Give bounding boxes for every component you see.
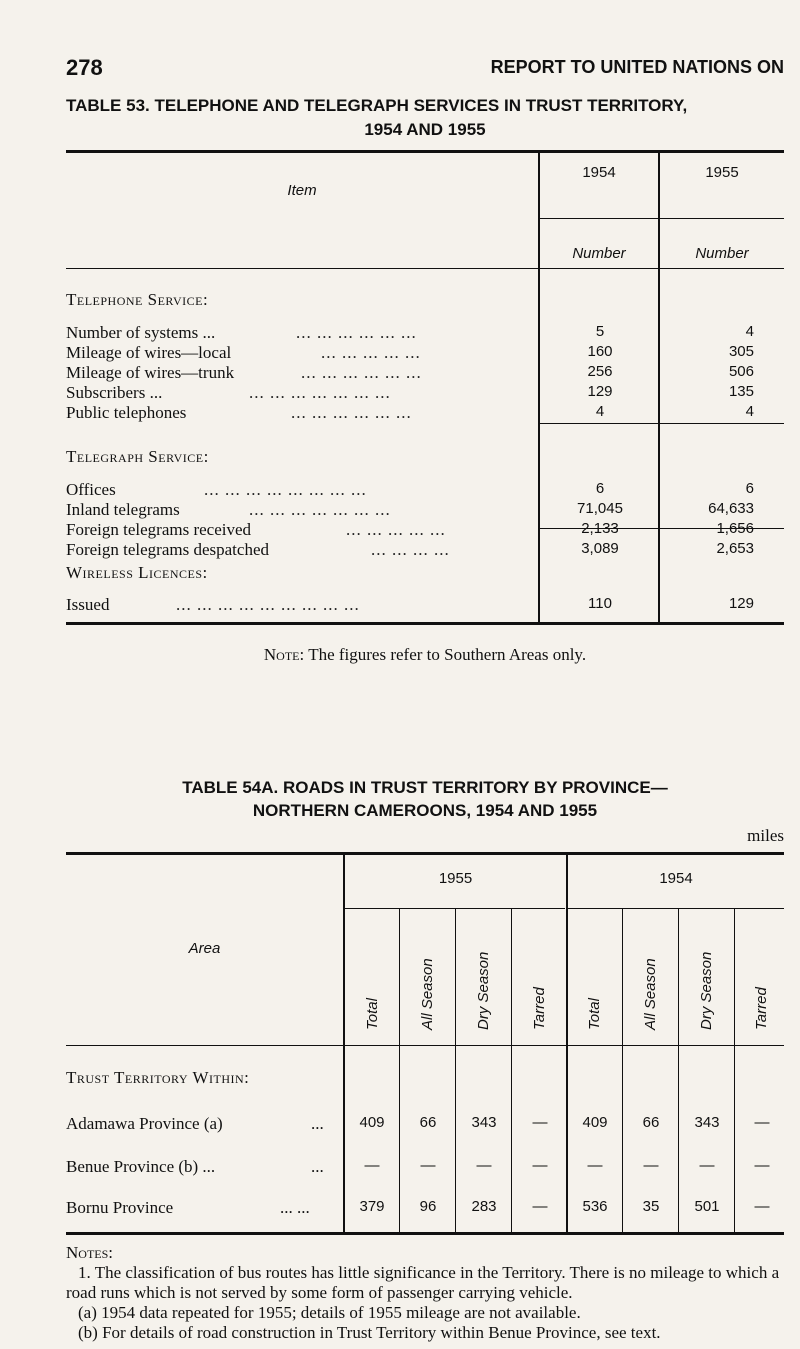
value-1954: 4 [595, 403, 605, 420]
table-54a-top-rule [66, 852, 784, 855]
table-row [66, 520, 784, 540]
cell-value: 96 [419, 1198, 437, 1215]
value-1954: 129 [587, 383, 613, 400]
subhead-tarred-1955: Tarred [531, 987, 548, 1030]
table-54a-head-area: Area [188, 940, 221, 957]
table-row [66, 363, 784, 383]
value-1955: 506 [728, 363, 754, 380]
cell-value: 66 [419, 1114, 437, 1131]
cell-value: — [420, 1157, 436, 1174]
value-1955: 135 [728, 383, 754, 400]
leader-dots: ... ... ... ... ... ... [301, 363, 422, 382]
table-54a-notes [66, 1243, 784, 1343]
table-53-bottom-rule [66, 622, 784, 625]
leader-dots: ... [311, 1157, 324, 1176]
row-label: Inland telegrams [66, 500, 180, 519]
subhead-dry-season-1955: Dry Season [475, 951, 492, 1030]
table-row [66, 1198, 784, 1220]
notes-title: Notes: [66, 1243, 113, 1262]
value-1955: 4 [745, 403, 754, 420]
table-row [66, 480, 784, 500]
row-label: Public telephones [66, 403, 187, 422]
subhead-dry-season-1954: Dry Season [698, 951, 715, 1030]
table-53-title-line2: 1954 AND 1955 [364, 120, 486, 139]
table-row [66, 383, 784, 403]
leader-dots: ... ... ... ... ... ... ... [249, 500, 391, 519]
cell-value: — [699, 1157, 715, 1174]
running-head: REPORT TO UNITED NATIONS ON [490, 57, 784, 77]
section-title: Telephone Service: [66, 290, 209, 309]
cell-value: — [476, 1157, 492, 1174]
cell-value: — [587, 1157, 603, 1174]
section-title: Trust Territory Within: [66, 1068, 250, 1087]
table-54a-title-line2: NORTHERN CAMEROONS, 1954 AND 1955 [252, 801, 598, 820]
table-54a-sub-rule-1955 [343, 908, 565, 909]
section-title: Wireless Licences: [66, 563, 208, 582]
cell-value: 35 [642, 1198, 660, 1215]
cell-value: 501 [694, 1198, 720, 1215]
value-1955: 305 [728, 343, 754, 360]
cell-value: — [754, 1157, 770, 1174]
leader-dots: ... ... ... ... [371, 540, 450, 559]
value-1955: 6 [745, 480, 754, 497]
value-1955: 1,656 [716, 520, 754, 537]
page-header [66, 55, 784, 85]
table-54a-title [66, 776, 784, 822]
value-1954: 3,089 [581, 540, 619, 557]
table-53-head-1955: 1955 [705, 164, 739, 181]
subhead-total-1954: Total [586, 998, 603, 1030]
table-54a-vline [511, 909, 512, 1233]
cell-value: — [532, 1198, 548, 1215]
row-label: Foreign telegrams received [66, 520, 252, 539]
table-54a-vline [455, 909, 456, 1233]
subhead-all-season-1954: All Season [642, 958, 659, 1030]
leader-dots: ... ... ... ... ... [346, 520, 446, 539]
value-1955: 2,653 [716, 540, 754, 557]
leader-dots: ... ... ... ... ... ... ... ... ... [176, 595, 360, 614]
row-label: Foreign telegrams despatched [66, 540, 269, 559]
cell-value: — [754, 1198, 770, 1215]
table-row [66, 343, 784, 363]
table-54a-vline [622, 909, 623, 1233]
note-item: (b) For details of road construction in Trust Territory within Benue Province, see text. [78, 1323, 661, 1342]
table-53-title [66, 94, 784, 142]
note-text: The figures refer to Southern Areas only. [308, 645, 587, 664]
leader-dots: ... ... [280, 1198, 310, 1217]
table-53-head-rule-sub [540, 218, 784, 219]
cell-value: 283 [471, 1198, 497, 1215]
subhead-tarred-1954: Tarred [753, 987, 770, 1030]
value-1955: 129 [728, 595, 754, 612]
table-53-note [66, 645, 784, 665]
table-54a-head-1954: 1954 [659, 870, 693, 887]
value-1954: 5 [595, 323, 605, 340]
leader-dots: ... ... ... ... ... ... ... [249, 383, 391, 402]
table-54a-sub-rule-1954 [567, 908, 784, 909]
cell-value: — [754, 1114, 770, 1131]
table-row [66, 500, 784, 520]
value-1954: 6 [595, 480, 605, 497]
value-1954: 160 [587, 343, 613, 360]
table-row [66, 595, 784, 615]
note-lead: Note: [263, 645, 305, 664]
cell-value: 379 [359, 1198, 385, 1215]
table-54a-bottom-rule [66, 1232, 784, 1235]
row-label: Adamawa Province (a) [66, 1114, 223, 1133]
section-title: Telegraph Service: [66, 447, 209, 466]
cell-value: — [364, 1157, 380, 1174]
value-1954: 110 [588, 595, 612, 612]
table-53-head-1954: 1954 [582, 164, 616, 181]
row-label: Number of systems ... [66, 323, 216, 342]
row-label: Offices [66, 480, 116, 499]
leader-dots: ... ... ... ... ... ... [296, 323, 417, 342]
cell-value: 409 [582, 1114, 608, 1131]
table-54a-vline [399, 909, 400, 1233]
cell-value: 66 [642, 1114, 660, 1131]
page-number: 278 [66, 55, 103, 80]
table-53-head-number-1955: Number [695, 245, 749, 262]
row-label: Mileage of wires—local [66, 343, 232, 362]
row-label: Subscribers ... [66, 383, 163, 402]
value-1954: 2,133 [581, 520, 619, 537]
value-1955: 4 [745, 323, 754, 340]
subhead-all-season-1955: All Season [419, 958, 436, 1030]
row-label: Bornu Province [66, 1198, 174, 1217]
cell-value: 343 [694, 1114, 720, 1131]
table-row [66, 1114, 784, 1136]
table-row [66, 403, 784, 423]
cell-value: 536 [582, 1198, 608, 1215]
row-label: Mileage of wires—trunk [66, 363, 235, 382]
table-53-head-rule-left [66, 268, 538, 269]
cell-value: 343 [471, 1114, 497, 1131]
subhead-total-1955: Total [364, 998, 381, 1030]
value-1954: 256 [587, 363, 613, 380]
leader-dots: ... ... ... ... ... ... [291, 403, 412, 422]
note-item: (a) 1954 data repeated for 1955; details of 1955 mileage are not available. [78, 1303, 581, 1322]
units-label: miles [747, 826, 784, 845]
leader-dots: ... ... ... ... ... ... ... ... [204, 480, 367, 499]
cell-value: — [532, 1114, 548, 1131]
table-53-title-line1: TABLE 53. TELEPHONE AND TELEGRAPH SERVICES IN TRUST TERRITORY, [66, 96, 688, 115]
leader-dots: ... [311, 1114, 324, 1133]
cell-value: — [532, 1157, 548, 1174]
table-53-head-rule-right [540, 268, 784, 269]
value-1955: 64,633 [708, 500, 754, 517]
cell-value: 409 [359, 1114, 385, 1131]
row-label: Issued [66, 595, 110, 614]
table-53-top-rule [66, 150, 784, 153]
value-1954: 71,045 [577, 500, 623, 517]
table-53-head-item: Item [287, 182, 317, 199]
cell-value: — [643, 1157, 659, 1174]
leader-dots: ... ... ... ... ... [321, 343, 421, 362]
table-54a-vline [678, 909, 679, 1233]
table-54a-title-line1: TABLE 54A. ROADS IN TRUST TERRITORY BY PROVINCE— [182, 778, 668, 797]
table-row [66, 323, 784, 343]
table-54a-head-1955: 1955 [438, 870, 473, 887]
table-53-head-number-1954: Number [572, 245, 626, 262]
table-54a-vline [734, 909, 735, 1233]
note-item: 1. The classification of bus routes has little significance in the Territory. There is no mileage to which a road runs which is not served by some form of passenger carrying vehicle. [66, 1263, 780, 1302]
table-row [66, 540, 784, 560]
table-54a-head-bottom-rule [66, 1045, 784, 1046]
table-53-sec1-rule [540, 423, 784, 424]
table-row [66, 1157, 784, 1179]
row-label: Benue Province (b) ... [66, 1157, 216, 1176]
